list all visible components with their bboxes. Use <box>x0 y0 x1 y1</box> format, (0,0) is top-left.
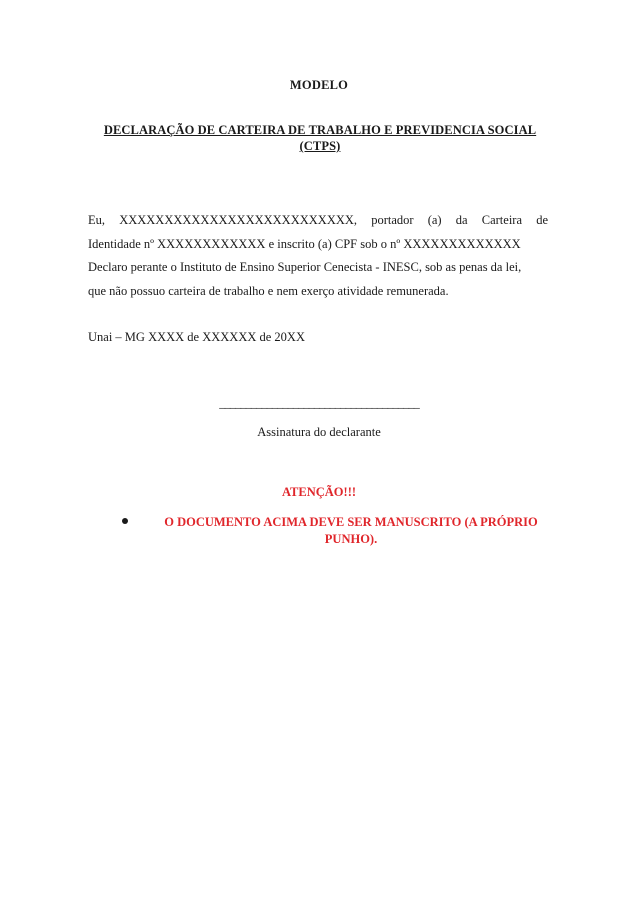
bullet-icon <box>122 518 128 524</box>
body-line-3: Declaro perante o Instituto de Ensino Superior Cenecista - INESC, sob as penas da lei, <box>88 260 522 274</box>
body-line-2: Identidade nº XXXXXXXXXXXX e inscrito (a) CPF sob o nº XXXXXXXXXXXXX <box>88 236 521 251</box>
document-subtitle <box>85 122 555 154</box>
signature-label: Assinatura do declarante <box>257 425 381 439</box>
declaration-body <box>88 209 548 303</box>
location-date: Unai – MG XXXX de XXXXXX de 20XX <box>88 330 305 344</box>
signature-line: ______________________________________ <box>219 396 419 410</box>
warning-title: ATENÇÃO!!! <box>281 485 357 499</box>
notice-line-1: O DOCUMENTO ACIMA DEVE SER MANUSCRITO (A PRÓPRIO <box>164 515 538 529</box>
body-line-1: Eu, XXXXXXXXXXXXXXXXXXXXXXXXXX, portador (a) da Carteira de <box>88 213 548 227</box>
notice-text <box>144 514 558 548</box>
notice-line-2: PUNHO). <box>324 532 378 546</box>
document-title: MODELO <box>289 78 349 92</box>
notice-item <box>118 514 558 548</box>
subtitle-line-1: DECLARAÇÃO DE CARTEIRA DE TRABALHO E PREVIDENCIA SOCIAL <box>103 123 537 137</box>
subtitle-line-2: (CTPS) <box>299 139 341 153</box>
body-line-4: que não possuo carteira de trabalho e nem exerço atividade remunerada. <box>88 283 449 298</box>
